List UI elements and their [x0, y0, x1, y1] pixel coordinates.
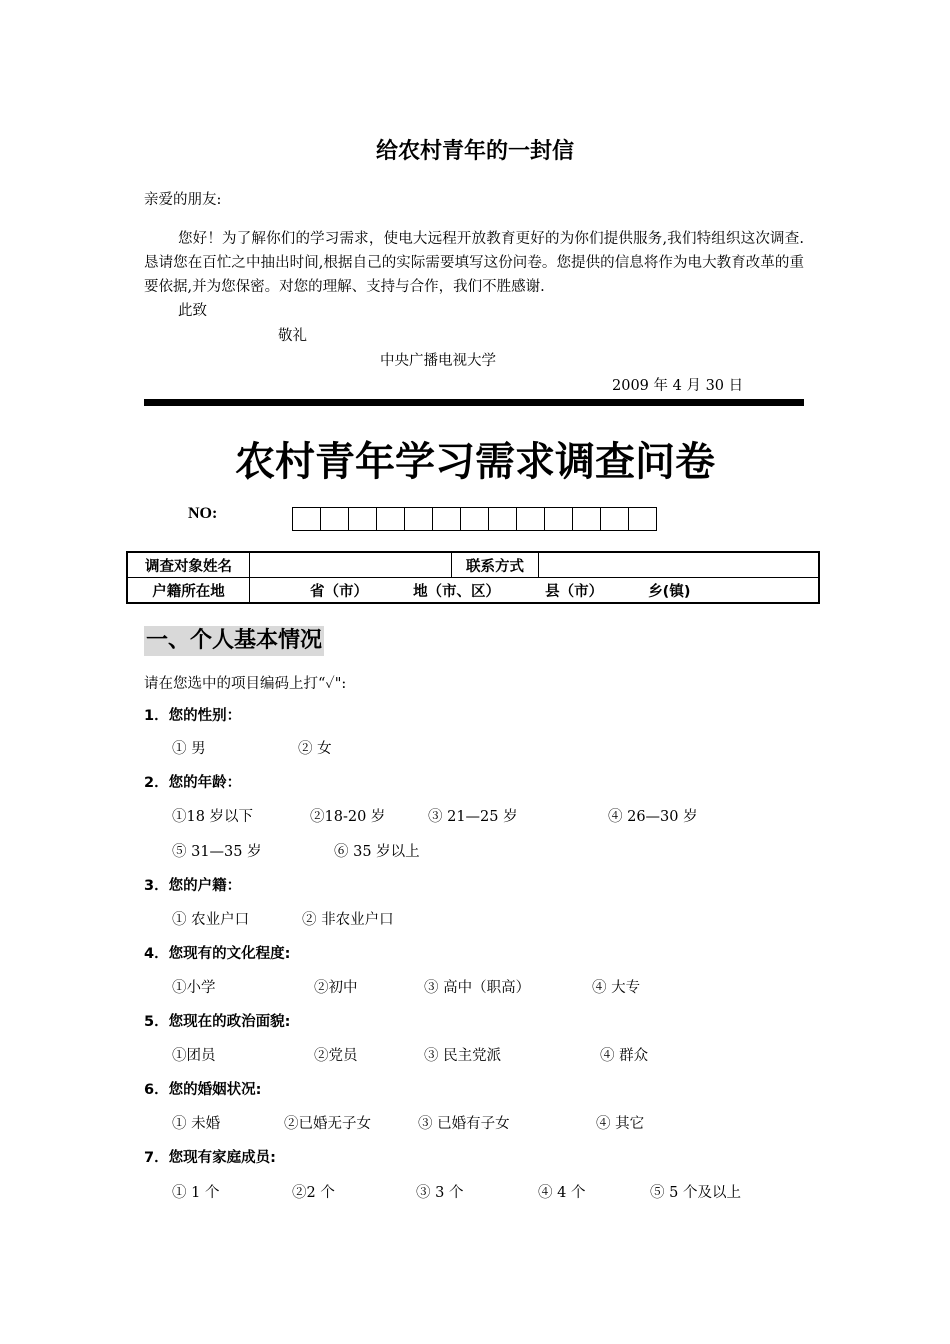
- option[interactable]: ① 农业户口: [172, 912, 250, 928]
- option[interactable]: ③ 已婚有子女: [418, 1116, 510, 1132]
- contact-label: 联系方式: [452, 552, 539, 578]
- option[interactable]: ① 未婚: [172, 1116, 221, 1132]
- section-heading: 一、个人基本情况: [144, 626, 324, 656]
- serial-box[interactable]: [489, 508, 517, 530]
- option[interactable]: ③ 3 个: [416, 1185, 464, 1201]
- no-label: NO:: [188, 505, 218, 522]
- question-label: 2．您的年龄：: [144, 775, 242, 791]
- question-label: 1．您的性别：: [144, 708, 242, 724]
- option[interactable]: ⑤ 5 个及以上: [650, 1185, 741, 1201]
- town-label: 乡(镇): [648, 583, 691, 600]
- option[interactable]: ② 女: [298, 741, 332, 757]
- option[interactable]: ①18 岁以下: [172, 809, 254, 825]
- serial-box[interactable]: [601, 508, 629, 530]
- option[interactable]: ② 非农业户口: [302, 912, 394, 928]
- name-label: 调查对象姓名: [127, 552, 250, 578]
- option[interactable]: ②18-20 岁: [310, 809, 386, 825]
- contact-field[interactable]: [539, 552, 820, 578]
- option[interactable]: ①小学: [172, 980, 216, 996]
- serial-box[interactable]: [349, 508, 377, 530]
- question-label: 3．您的户籍：: [144, 878, 242, 894]
- letter-title: 给农村青年的一封信: [375, 138, 574, 164]
- letter-greeting: 亲爱的朋友:: [144, 192, 222, 208]
- survey-title: 农村青年学习需求调查问卷: [235, 439, 715, 485]
- option[interactable]: ④ 4 个: [538, 1185, 586, 1201]
- option[interactable]: ②已婚无子女: [284, 1116, 371, 1132]
- option[interactable]: ⑤ 31—35 岁: [172, 844, 262, 860]
- serial-box[interactable]: [293, 508, 321, 530]
- option[interactable]: ④ 26—30 岁: [608, 809, 698, 825]
- serial-box[interactable]: [629, 508, 657, 530]
- serial-box[interactable]: [517, 508, 545, 530]
- option[interactable]: ③ 21—25 岁: [428, 809, 518, 825]
- option[interactable]: ④ 群众: [600, 1048, 649, 1064]
- name-field[interactable]: [250, 552, 452, 578]
- county-label: 县（市）: [545, 583, 604, 600]
- option[interactable]: ③ 高中（职高）: [424, 980, 531, 996]
- option[interactable]: ① 男: [172, 741, 206, 757]
- letter-date: 2009 年 4 月 30 日: [612, 378, 744, 394]
- instruction-text: 请在您选中的项目编码上打“✓":: [144, 676, 347, 692]
- serial-box[interactable]: [461, 508, 489, 530]
- residence-label: 户籍所在地: [127, 578, 250, 604]
- option[interactable]: ③ 民主党派: [424, 1048, 502, 1064]
- letter-closing-2: 敬礼: [278, 328, 307, 344]
- option[interactable]: ⑥ 35 岁以上: [334, 844, 420, 860]
- option[interactable]: ②党员: [314, 1048, 358, 1064]
- question-label: 4．您现有的文化程度:: [144, 946, 291, 962]
- residence-field[interactable]: [250, 578, 820, 604]
- question-label: 7．您现有家庭成员:: [144, 1150, 276, 1166]
- serial-box[interactable]: [405, 508, 433, 530]
- letter-signature: 中央广播电视大学: [380, 353, 496, 369]
- serial-box[interactable]: [545, 508, 573, 530]
- serial-box[interactable]: [433, 508, 461, 530]
- option[interactable]: ④ 其它: [596, 1116, 645, 1132]
- serial-box[interactable]: [377, 508, 405, 530]
- question-label: 5．您现在的政治面貌:: [144, 1014, 291, 1030]
- question-label: 6．您的婚姻状况:: [144, 1082, 262, 1098]
- option[interactable]: ②初中: [314, 980, 358, 996]
- serial-box[interactable]: [321, 508, 349, 530]
- respondent-info-table: [126, 551, 820, 604]
- option[interactable]: ① 1 个: [172, 1185, 220, 1201]
- serial-number-boxes[interactable]: [292, 507, 657, 531]
- divider-rule: [144, 399, 804, 406]
- letter-closing-1: 此致: [178, 303, 207, 319]
- option[interactable]: ②2 个: [292, 1185, 335, 1201]
- option[interactable]: ④ 大专: [592, 980, 641, 996]
- province-label: 省（市）: [310, 583, 368, 600]
- option[interactable]: ①团员: [172, 1048, 216, 1064]
- district-label: 地（市、区）: [413, 583, 501, 600]
- letter-paragraph: 您好！为了解你们的学习需求，使电大远程开放教育更好的为你们提供服务,我们特组织这次调查.恳请您在百忙之中抽出时间,根据自己的实际需要填写这份问卷。您提供的信息将作为电大教育改革的重要依据,并为您保密。对您的理解、支持与合作，我们不胜感谢.: [144, 231, 804, 295]
- serial-box[interactable]: [573, 508, 601, 530]
